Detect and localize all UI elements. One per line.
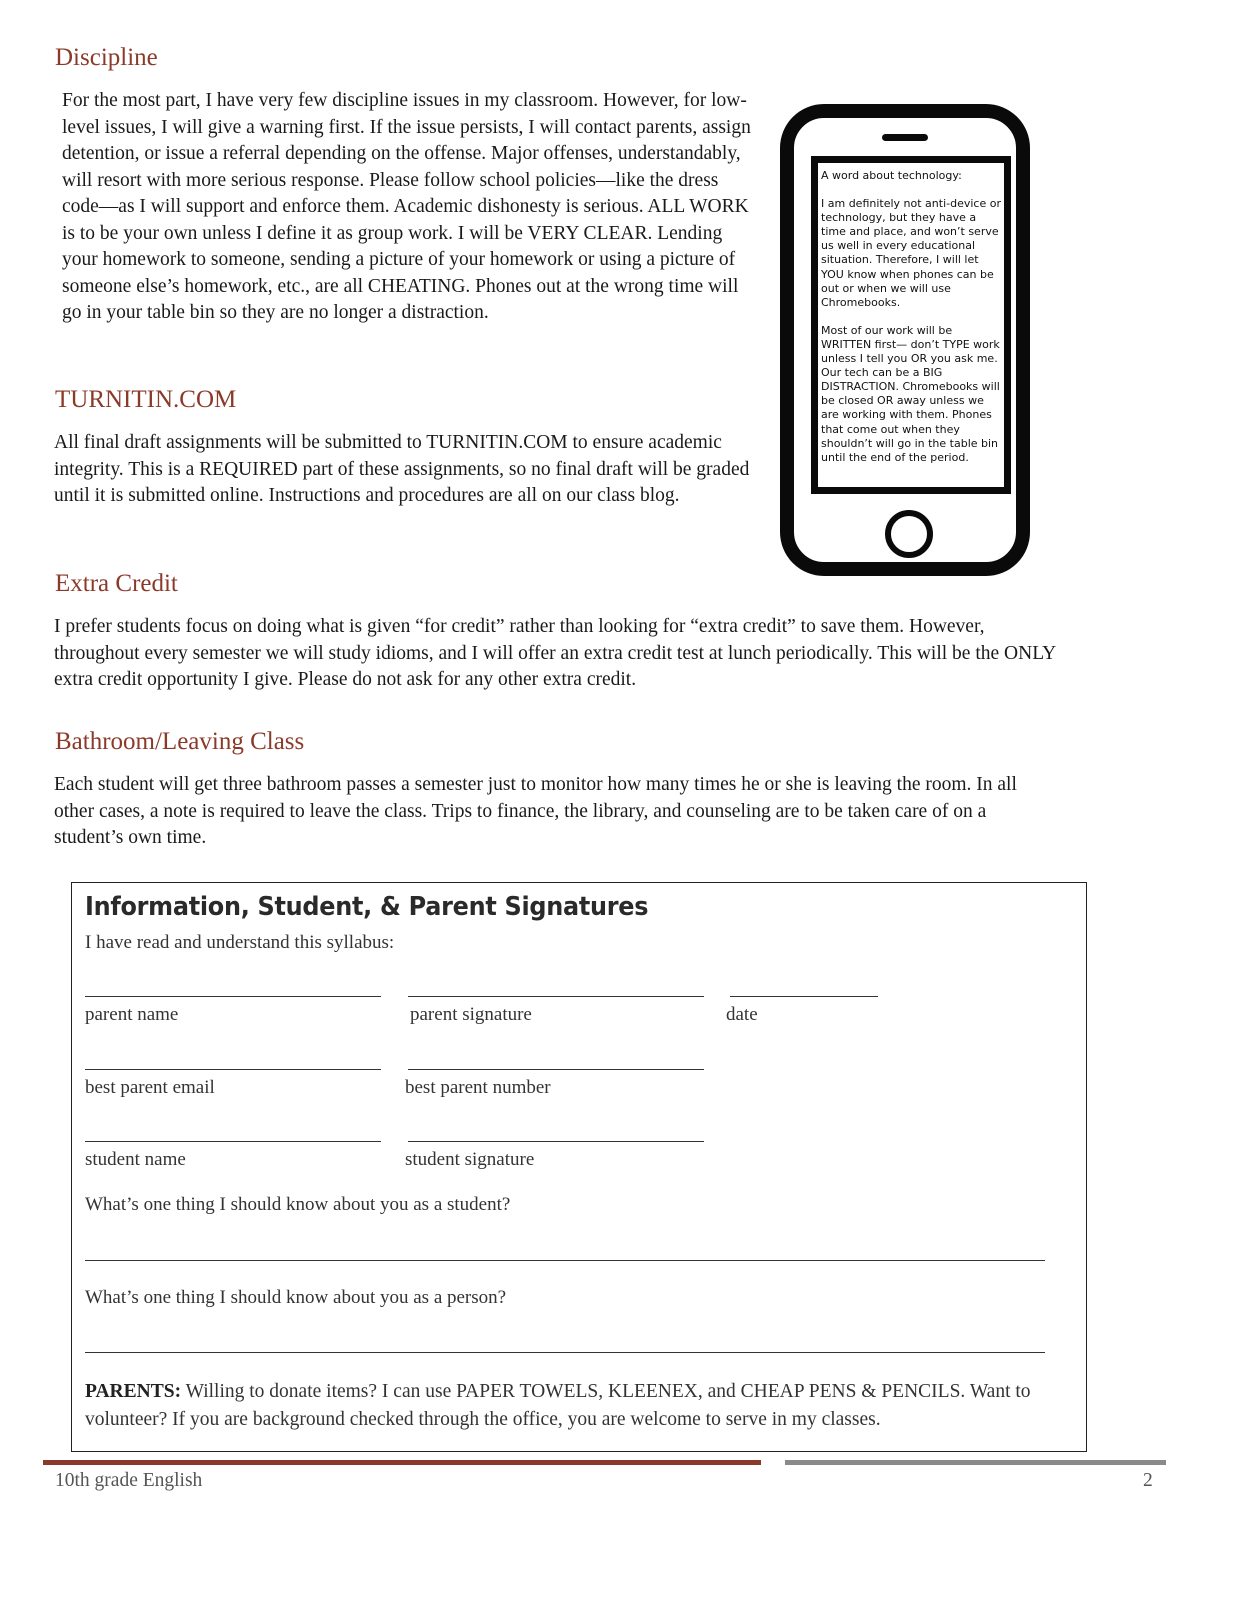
signature-form-intro: I have read and understand this syllabus:	[85, 932, 395, 953]
footer-accent-bar	[43, 1460, 761, 1465]
technology-note-paragraph-1: I am definitely not anti-device or technology, but they have a time and place, and won’t serve us well in every educational situation. Therefore, I will let YOU know when phones can be out or when we will use Chromebooks.	[821, 197, 1001, 309]
phone-illustration	[780, 104, 1030, 576]
parent-name-label: parent name	[85, 1004, 179, 1025]
footer-course: 10th grade English	[55, 1470, 203, 1491]
student-signature-line[interactable]	[408, 1141, 704, 1142]
student-name-label: student name	[85, 1149, 186, 1170]
student-signature-label: student signature	[405, 1149, 535, 1170]
parent-name-line[interactable]	[85, 996, 381, 997]
answer-student-line[interactable]	[85, 1260, 1045, 1261]
best-parent-email-line[interactable]	[85, 1069, 381, 1070]
phone-screen	[811, 156, 1011, 494]
parents-label: PARENTS:	[85, 1381, 182, 1402]
parent-signature-line[interactable]	[408, 996, 704, 997]
phone-home-button-icon	[885, 510, 933, 558]
footer-grey-bar	[785, 1460, 1166, 1465]
technology-note-paragraph-2: Most of our work will be WRITTEN first— don’t TYPE work unless I tell you OR you ask me. Our tech can be a BIG DISTRACTION. Chromebooks will be closed OR away unless we are working with them. Phones that come out when they shouldn’t will go in the table bin until the end of the period.	[821, 323, 1000, 464]
turnitin-heading: TURNITIN.COM	[55, 386, 237, 413]
signature-form-title: Information, Student, & Parent Signatures	[85, 892, 649, 922]
discipline-heading: Discipline	[55, 44, 158, 71]
answer-person-line[interactable]	[85, 1352, 1045, 1353]
student-name-line[interactable]	[85, 1141, 381, 1142]
parents-note-text: Willing to donate items? I can use PAPER TOWELS, KLEENEX, and CHEAP PENS & PENCILS. Want to volunteer? If you are background checked through the office, you are welcome to serve in my classes.	[85, 1381, 1031, 1430]
date-line[interactable]	[730, 996, 878, 997]
bathroom-heading: Bathroom/Leaving Class	[55, 728, 305, 755]
extra-credit-body: I prefer students focus on doing what is given “for credit” rather than looking for “extra credit” to save them. However, throughout every semester we will study idioms, and I will offer an extra credit test at lunch periodically. This will be the ONLY extra credit opportunity I give. Please do not ask for any other extra credit.	[54, 616, 1056, 690]
question-student: What’s one thing I should know about you as a student?	[85, 1194, 511, 1215]
parent-signature-label: parent signature	[410, 1004, 532, 1025]
extra-credit-heading: Extra Credit	[55, 570, 178, 597]
question-person: What’s one thing I should know about you as a person?	[85, 1287, 507, 1308]
best-parent-number-label: best parent number	[405, 1077, 551, 1098]
date-label: date	[726, 1004, 758, 1025]
parents-note	[85, 1378, 1075, 1434]
discipline-body: For the most part, I have very few discipline issues in my classroom. However, for low-level issues, I will give a warning first. If the issue persists, I will contact parents, assign detention, or issue a referral depending on the offense. Major offenses, understandably, will resort with more serious response. Please follow school policies—like the dress code—as I will support and enforce them. Academic dishonesty is serious. ALL WORK is to be your own unless I define it as group work. I will be VERY CLEAR. Lending your homework to someone, sending a picture of your homework or using a picture of someone else’s homework, etc., are all CHEATING. Phones out at the wrong time will go in your table bin so they are no longer a distraction.	[62, 90, 751, 323]
best-parent-number-line[interactable]	[408, 1069, 704, 1070]
turnitin-body: All final draft assignments will be submitted to TURNITIN.COM to ensure academic integrity. This is a REQUIRED part of these assignments, so no final draft will be graded until it is submitted online. Instructions and procedures are all on our class blog.	[54, 432, 750, 506]
signature-form-box	[71, 882, 1087, 1452]
best-parent-email-label: best parent email	[85, 1077, 215, 1098]
footer-page-number: 2	[1143, 1470, 1153, 1491]
technology-note-title: A word about technology:	[821, 169, 962, 182]
phone-speaker-icon	[882, 134, 928, 141]
bathroom-body: Each student will get three bathroom passes a semester just to monitor how many times he or she is leaving the room. In all other cases, a note is required to leave the class. Trips to finance, the library, and counseling are to be taken care of on a student’s own time.	[54, 774, 1017, 848]
